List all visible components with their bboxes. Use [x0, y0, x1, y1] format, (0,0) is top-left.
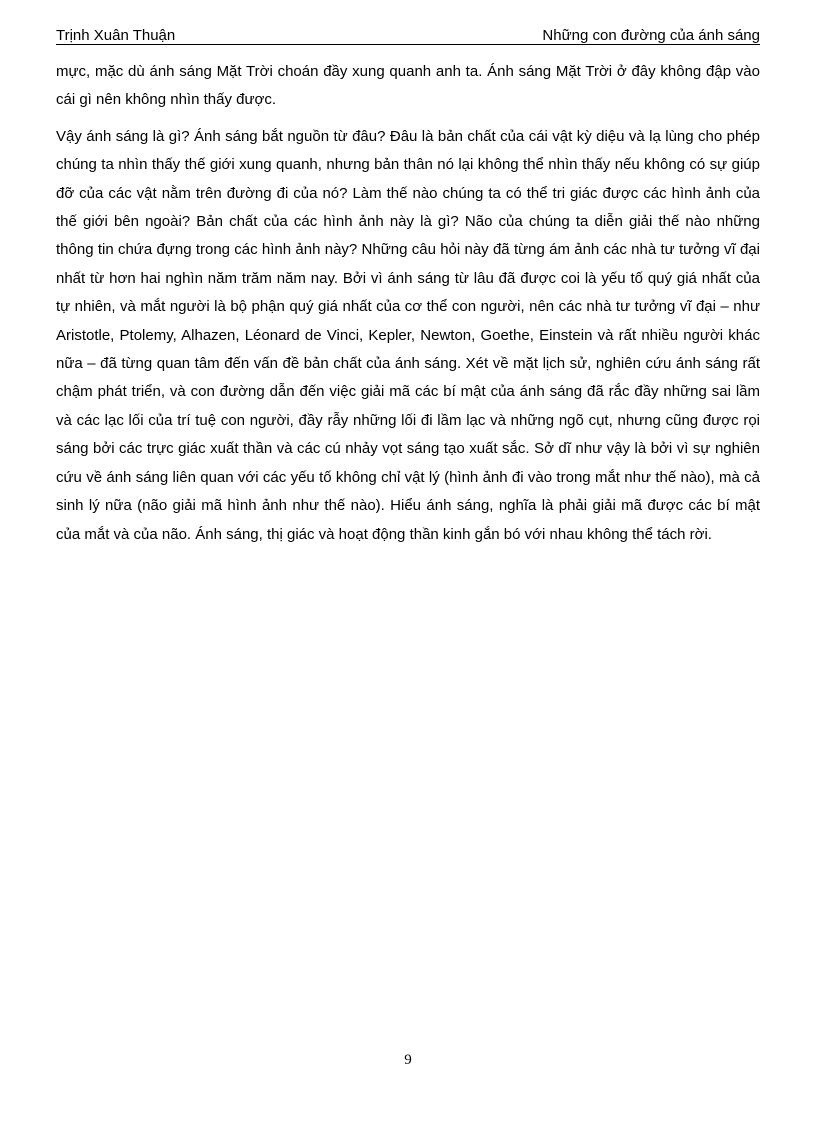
paragraph-continuation: mực, mặc dù ánh sáng Mặt Trời choán đầy xung quanh anh ta. Ánh sáng Mặt Trời ở đây không đập vào cái gì nên không nhìn thấy được.: [56, 63, 760, 109]
paragraph-main: Vậy ánh sáng là gì? Ánh sáng bắt nguồn từ đâu? Đâu là bản chất của cái vật kỳ diệu và lạ lùng cho phép chúng ta nhìn thấy thế giới xung quanh, nhưng bản thân nó lại không thể nhìn thấy nếu không có sự giúp đỡ của các vật nằm trên đường đi của nó? Làm thế nào chúng ta có thể tri giác được các hình ảnh của thế giới bên ngoài? Bản chất của các hình ảnh này là gì? Não của chúng ta diễn giải thế nào những thông tin chứa đựng trong các hình ảnh này? Những câu hỏi này đã từng ám ảnh các nhà tư tưởng vĩ đại nhất từ hơn hai nghìn năm trăm năm nay. Bởi vì ánh sáng từ lâu đã được coi là yếu tố quý giá nhất của tự nhiên, và mắt người là bộ phận quý giá nhất của cơ thể con người, nên các nhà tư tưởng vĩ đại – như Aristotle, Ptolemy, Alhazen, Léonard de Vinci, Kepler, Newton, Goethe, Einstein và rất nhiều người khác nữa – đã từng quan tâm đến vấn đề bản chất của ánh sáng. Xét về mặt lịch sử, nghiên cứu ánh sáng rất chậm phát triển, và con đường dẫn đến việc giải mã các bí mật của ánh sáng đã rắc đầy những sai lầm và các lạc lối của trí tuệ con người, đầy rẫy những lối đi lầm lạc và những ngõ cụt, nhưng cũng được rọi sáng bởi các trực giác xuất thần và các cú nhảy vọt sáng tạo xuất sắc. Sở dĩ như vậy là bởi vì sự nghiên cứu về ánh sáng liên quan với các yếu tố không chỉ vật lý (hình ảnh đi vào trong mắt như thế nào), mà cả sinh lý nữa (não giải mã hình ảnh như thế nào). Hiểu ánh sáng, nghĩa là phải giải mã được các bí mật của mắt và của não. Ánh sáng, thị giác và hoạt động thần kinh gắn bó với nhau không thể tách rời.: [56, 127, 760, 543]
header-author: Trịnh Xuân Thuận: [56, 27, 176, 44]
body-text: [56, 58, 760, 549]
page-number: 9: [404, 1052, 412, 1068]
page-header: [56, 26, 760, 45]
header-book-title: Những con đường của ánh sáng: [542, 27, 760, 44]
